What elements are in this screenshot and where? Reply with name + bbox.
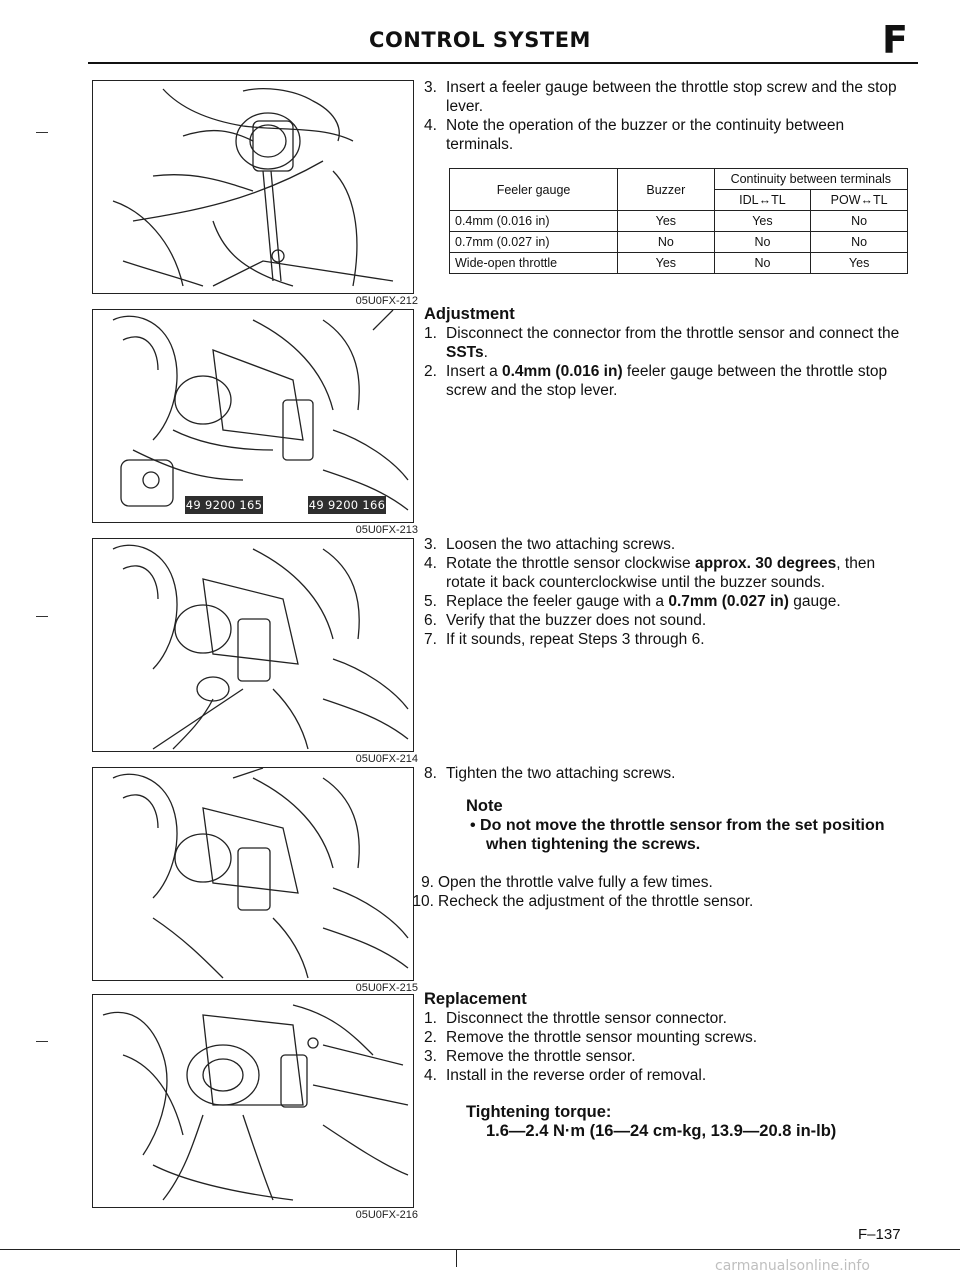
- step-item: 3. Insert a feeler gauge between the throttle stop screw and the stop lever.: [424, 79, 897, 115]
- step-item: 1. Disconnect the connector from the throttle sensor and connect the SSTs.: [424, 325, 900, 361]
- step-item: 3. Remove the throttle sensor.: [424, 1048, 636, 1065]
- sst-tag-165-text: 49 9200 165: [185, 498, 263, 512]
- section-letter: F: [882, 18, 908, 62]
- step-item: 7. If it sounds, repeat Steps 3 through 6.: [424, 631, 705, 648]
- final-adjustment-steps: [410, 873, 914, 911]
- margin-mark: [36, 132, 48, 133]
- replacement-section: [424, 990, 914, 1141]
- step-item: 1. Disconnect the throttle sensor connector.: [424, 1010, 727, 1027]
- step-item: 4. Rotate the throttle sensor clockwise approx. 30 degrees, then rotate it back counterclockwise until the buzzer sounds.: [424, 555, 876, 591]
- page-number: F–137: [858, 1226, 901, 1243]
- note-block: [424, 797, 914, 854]
- table-subheader-idl: IDL↔TL: [714, 190, 811, 211]
- step-item: 5. Replace the feeler gauge with a 0.7mm (0.027 in) gauge.: [424, 593, 841, 610]
- adjustment-section: [424, 305, 914, 400]
- step-item: 2. Remove the throttle sensor mounting screws.: [424, 1029, 757, 1046]
- table-row: 0.7mm (0.027 in) No No No: [450, 232, 908, 253]
- figure-code: 05U0FX-216: [355, 1209, 418, 1221]
- continuity-table: [449, 168, 908, 274]
- page-title: CONTROL SYSTEM: [369, 28, 591, 52]
- tighten-step: [424, 764, 914, 783]
- step-item: 10. Recheck the adjustment of the throttle sensor.: [412, 893, 754, 910]
- margin-mark: [36, 616, 48, 617]
- figure-code: 05U0FX-214: [355, 753, 418, 765]
- figure-code: 05U0FX-213: [355, 524, 418, 536]
- table-header-buzzer: Buzzer: [618, 169, 715, 211]
- replacement-heading: Replacement: [424, 990, 527, 1008]
- margin-mark: [36, 1041, 48, 1042]
- step-item: 4. Install in the reverse order of removal.: [424, 1067, 707, 1084]
- inspection-steps: [424, 78, 914, 154]
- figure-tighten-screws-illustration: [92, 767, 414, 981]
- table-header-continuity: Continuity between terminals: [714, 169, 907, 190]
- torque-label: Tightening torque:: [466, 1103, 612, 1121]
- figure-feeler-gauge-illustration: [92, 80, 414, 294]
- note-heading: Note: [466, 797, 503, 815]
- footer-rule: [0, 1249, 960, 1250]
- sst-tag-166: [308, 496, 386, 514]
- table-subheader-pow: POW↔TL: [811, 190, 908, 211]
- sst-tag-166-text: 49 9200 166: [308, 498, 386, 512]
- header-rule: [88, 62, 918, 64]
- adjustment-heading: Adjustment: [424, 305, 515, 323]
- figure-code: 05U0FX-215: [355, 982, 418, 994]
- step-item: 9. Open the throttle valve fully a few times.: [421, 874, 713, 891]
- step-item: 6. Verify that the buzzer does not sound.: [424, 612, 707, 629]
- table-header-feeler: Feeler gauge: [450, 169, 618, 211]
- table-row: Wide-open throttle Yes No Yes: [450, 253, 908, 274]
- sst-tag-165: [185, 496, 263, 514]
- step-item: 8. Tighten the two attaching screws.: [424, 765, 676, 782]
- watermark: carmanualsonline.info: [715, 1258, 870, 1274]
- step-item: 4. Note the operation of the buzzer or the continuity between terminals.: [424, 117, 845, 153]
- figure-code: 05U0FX-212: [355, 295, 418, 307]
- table-row: 0.4mm (0.016 in) Yes Yes No: [450, 211, 908, 232]
- figure-rotate-sensor-illustration: [92, 538, 414, 752]
- figure-sensor-replacement-illustration: [92, 994, 414, 1208]
- footer-tick: [456, 1249, 457, 1267]
- adjustment-steps-continued: [424, 535, 914, 649]
- figure-sst-connection-illustration: [92, 309, 414, 523]
- torque-value: 1.6—2.4 N·m (16—24 cm-kg, 13.9—20.8 in-lb): [486, 1122, 837, 1140]
- note-item: • Do not move the throttle sensor from the set position when tightening the screws.: [470, 817, 885, 853]
- step-item: 2. Insert a 0.4mm (0.016 in) feeler gauge between the throttle stop screw and the stop lever.: [424, 363, 888, 399]
- step-item: 3. Loosen the two attaching screws.: [424, 536, 676, 553]
